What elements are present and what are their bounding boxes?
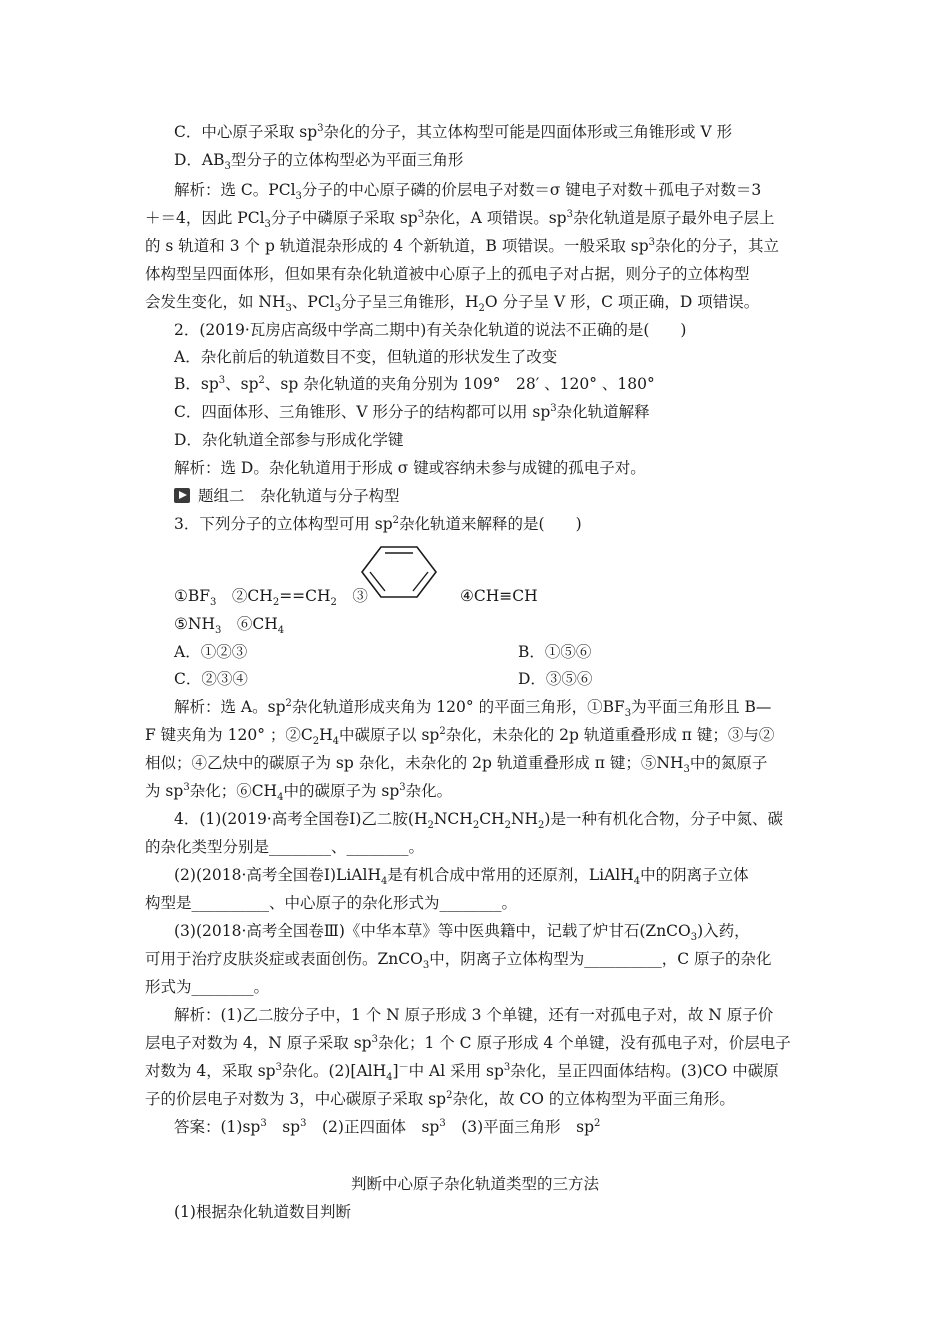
- q2-option-d: D．杂化轨道全部参与形成化学键: [174, 431, 404, 449]
- q2-option-b: B．$sp^3$、$sp^2$、sp 杂化轨道的夹角分别为 109° 28′ 、120° 、180°: [174, 374, 655, 393]
- q1-option-d: D．$AB_3$型分子的立体构型必为平面三角形: [174, 151, 464, 173]
- q1-analysis-line: ＋＝4，因此 PCl$_3$分子中磷原子采取 $sp^3$杂化，A 项错误。$sp^3$杂化轨道是原子最外电子层上: [145, 208, 775, 231]
- q4-analysis-line: 子的价层电子对数为 3，中心碳原子采取 $sp^2$杂化，故 CO 的立体构型为平面三角形。: [145, 1089, 735, 1108]
- q4-analysis-line: 对数为 4，采取 $sp^3$杂化。(2)[AlH$_4$]－中 Al 采用 $sp^3$杂化，呈正四面体结构。(3)CO 中碳原: [145, 1061, 779, 1084]
- method-title: 判断中心原子杂化轨道类型的三方法: [350, 1175, 599, 1193]
- q3-items-row1: $①BF_3$ $②CH_2==CH_2$ ③: [174, 587, 368, 609]
- q3-option-d: D．③⑤⑥: [518, 670, 593, 688]
- q1-analysis-line: 解析：选 C。PCl$_3$分子的中心原子磷的价层电子对数＝σ 键电子对数＋孤电子对数＝3: [174, 181, 762, 203]
- q3-analysis-line: F 键夹角为 120° ；$②C_2H_4$中碳原子以 $sp^2$杂化，未杂化的 2p 轨道重叠形成 π 键；③与②: [145, 725, 775, 748]
- q3-option-c: C．②③④: [174, 670, 248, 688]
- q2-option-c: C．四面体形、三角锥形、V 形分子的结构都可以用 $sp^3$杂化轨道解释: [174, 402, 650, 421]
- q3-item-4: ④CH≡CH: [460, 587, 538, 605]
- q1-analysis-line: 的 s 轨道和 3 个 p 轨道混杂形成的 4 个新轨道，B 项错误。一般采取 $sp^3$杂化的分子，其立: [145, 236, 780, 255]
- play-icon: [174, 488, 190, 503]
- q2-option-a: A．杂化前后的轨道数目不变，但轨道的形状发生了改变: [174, 348, 558, 366]
- q3-analysis-line: 相似；④乙炔中的碳原子为 sp 杂化，未杂化的 2p 轨道重叠形成 π 键；$⑤NH_3$中的氮原子: [145, 754, 768, 776]
- q4-part2-line: (2)(2018·高考全国卷Ⅰ)LiAlH$_4$是有机合成中常用的还原剂，LiAlH$_4$中的阴离子立体: [174, 866, 749, 888]
- group2-heading: 题组二 杂化轨道与分子构型: [174, 486, 400, 506]
- q3-analysis-line: 为 $sp^3$杂化；$⑥CH_4$中的碳原子为 $sp^3$杂化。: [145, 781, 453, 804]
- q3-analysis-line: 解析：选 A。$sp^2$杂化轨道形成夹角为 120° 的平面三角形，$①BF_3$为平面三角形且 B—: [174, 697, 772, 720]
- q4-analysis-line: 层电子对数为 4，N 原子采取 $sp^3$杂化；1 个 C 原子形成 4 个单键，没有孤电子对，价层电子: [145, 1033, 791, 1052]
- benzene-structure: [358, 543, 440, 601]
- q2-stem: 2．(2019·瓦房店高级中学高二期中)有关杂化轨道的说法不正确的是( ): [174, 321, 687, 339]
- q4-analysis-line: 解析：(1)乙二胺分子中，1 个 N 原子形成 3 个单键，还有一对孤电子对，故 N 原子价: [174, 1006, 774, 1024]
- q3-items-row2: $⑤NH_3$ $⑥CH_4$: [174, 615, 285, 637]
- q2-analysis: 解析：选 D。杂化轨道用于形成 σ 键或容纳未参与成键的孤电子对。: [174, 459, 646, 477]
- q4-part2-line: 构型是__________、中心原子的杂化形式为________。: [145, 894, 518, 912]
- q4-part1-line: 4．(1)(2019·高考全国卷Ⅰ)乙二胺$(H_2NCH_2CH_2NH_2)$是一种有机化合物，分子中氮、碳: [174, 810, 783, 832]
- q1-option-c: C．中心原子采取 $sp^3$杂化的分子，其立体构型可能是四面体形或三角锥形或 V 形: [174, 122, 733, 141]
- q3-option-a: A．①②③: [174, 643, 248, 661]
- q4-part3-line: (3)(2018·高考全国卷Ⅲ)《中华本草》等中医典籍中，记载了炉甘石(ZnCO$_3$)入药，: [174, 922, 750, 944]
- q3-stem: 3．下列分子的立体构型可用 $sp^2$杂化轨道来解释的是( ): [174, 514, 582, 533]
- method-item-1: (1)根据杂化轨道数目判断: [174, 1203, 351, 1221]
- q1-analysis-line: 体构型呈四面体形，但如果有杂化轨道被中心原子上的孤电子对占据，则分子的立体构型: [145, 265, 750, 283]
- q4-part1-line: 的杂化类型分别是________、________。: [145, 838, 425, 856]
- q4-part3-line: 形式为________。: [145, 978, 270, 996]
- q4-part3-line: 可用于治疗皮肤炎症或表面创伤。ZnCO$_3$中，阴离子立体构型为__________，C 原子的杂化: [145, 950, 772, 972]
- q4-answer: 答案：$(1)sp^3$ $sp^3$ (2)正四面体 $sp^3$ (3)平面三角形 $sp^2$: [174, 1117, 601, 1136]
- q3-option-b: B．①⑤⑥: [518, 643, 592, 661]
- q1-analysis-line: 会发生变化，如 $NH_3$、PCl$_3$分子呈三角锥形，$H_2O$ 分子呈 V 形，C 项正确，D 项错误。: [145, 293, 760, 315]
